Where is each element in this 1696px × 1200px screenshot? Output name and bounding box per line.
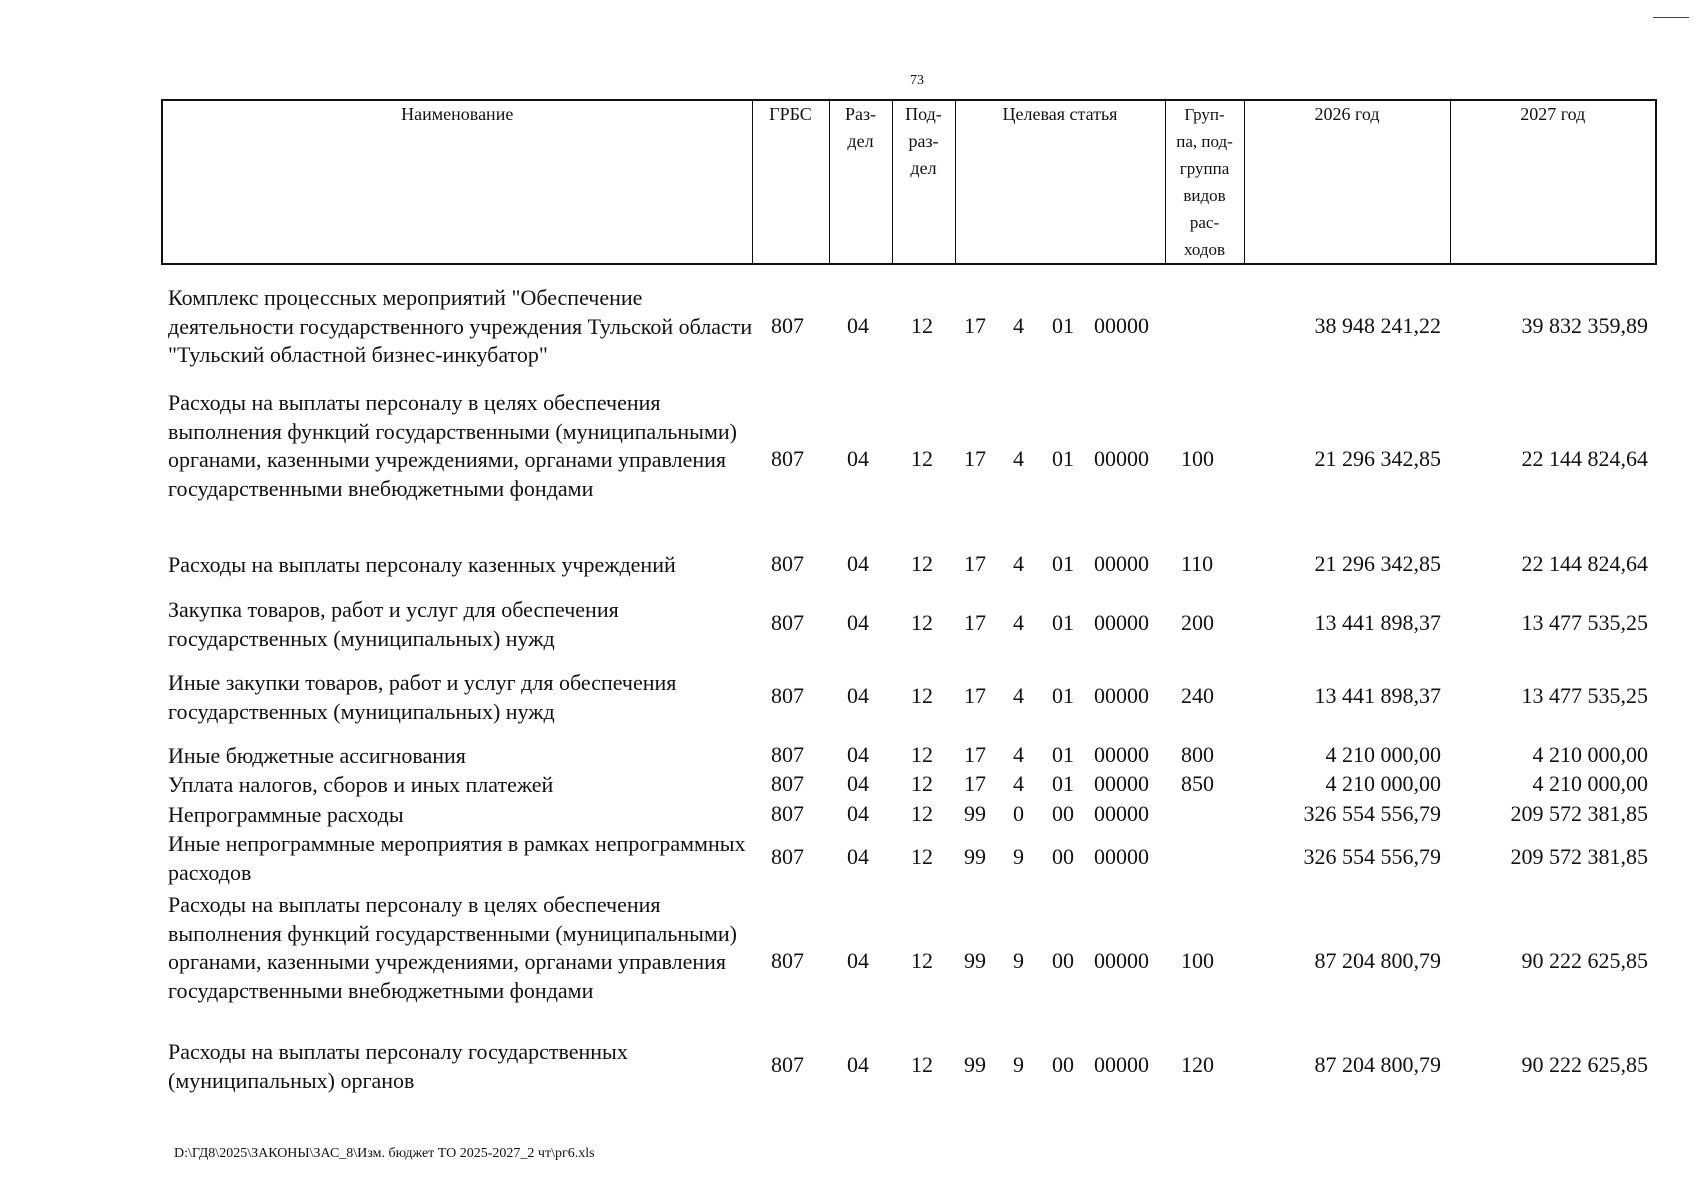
podrazdel-cell: 12: [911, 1052, 933, 1078]
target-direction-cell: 00000: [1094, 446, 1149, 472]
amount-2026-cell: 21 296 342,85: [1314, 446, 1441, 472]
target-direction-cell: 00000: [1094, 610, 1149, 636]
target-program-cell: 99: [964, 948, 986, 974]
target-direction-cell: 00000: [1094, 551, 1149, 576]
amount-2026-cell: 38 948 241,22: [1314, 312, 1441, 338]
target-program-cell: 17: [964, 551, 986, 576]
amount-2026-cell: 87 204 800,79: [1314, 1052, 1441, 1078]
razdel-cell: 04: [847, 610, 869, 636]
razdel-cell: 04: [847, 742, 869, 767]
target-direction-cell: 00000: [1094, 683, 1149, 709]
row-name: Закупка товаров, работ и услуг для обеспечения государственных (муниципальных) нужд: [168, 597, 619, 651]
amount-2027-cell: 13 477 535,25: [1521, 610, 1648, 636]
row-name: Расходы на выплаты персоналу в целях обеспечения выполнения функций государственными (муниципальными) органами, казенными учреждениями, органами управления государственными внебюджетными фондами: [168, 390, 737, 502]
amount-2026-cell: 4 210 000,00: [1325, 771, 1441, 796]
podrazdel-cell: 12: [911, 446, 933, 472]
razdel-cell: 04: [847, 948, 869, 974]
target-type-cell: 4: [1013, 446, 1024, 472]
target-subprogram-cell: 00: [1052, 801, 1074, 826]
target-subprogram-cell: 01: [1052, 551, 1074, 576]
amount-2027-cell: 22 144 824,64: [1521, 551, 1648, 576]
podrazdel-cell: 12: [911, 948, 933, 974]
grbs-cell: 807: [771, 610, 804, 636]
podrazdel-cell: 12: [911, 551, 933, 576]
podrazdel-cell: 12: [911, 771, 933, 796]
grbs-cell: 807: [771, 312, 804, 338]
target-direction-cell: 00000: [1094, 312, 1149, 338]
target-subprogram-cell: 01: [1052, 771, 1074, 796]
expense-group-cell: 850: [1181, 771, 1214, 796]
row-name: Иные бюджетные ассигнования: [168, 743, 466, 768]
target-program-cell: 99: [964, 1052, 986, 1078]
page-number: 73: [910, 73, 924, 88]
target-direction-cell: 00000: [1094, 771, 1149, 796]
header-year-2026: 2026 год: [1244, 100, 1450, 264]
target-direction-cell: 00000: [1094, 844, 1149, 870]
header-year-2027: 2027 год: [1450, 100, 1656, 264]
razdel-cell: 04: [847, 551, 869, 576]
target-type-cell: 9: [1013, 948, 1024, 974]
expense-group-cell: 240: [1181, 683, 1214, 709]
target-program-cell: 17: [964, 683, 986, 709]
target-subprogram-cell: 01: [1052, 742, 1074, 767]
row-name: Иные закупки товаров, работ и услуг для обеспечения государственных (муниципальных) нужд: [168, 670, 677, 724]
target-type-cell: 4: [1013, 742, 1024, 767]
grbs-cell: 807: [771, 742, 804, 767]
amount-2027-cell: 39 832 359,89: [1521, 312, 1648, 338]
amount-2026-cell: 326 554 556,79: [1303, 801, 1441, 826]
target-type-cell: 4: [1013, 551, 1024, 576]
amount-2027-cell: 90 222 625,85: [1521, 948, 1648, 974]
grbs-cell: 807: [771, 683, 804, 709]
target-program-cell: 17: [964, 610, 986, 636]
expense-group-cell: 120: [1181, 1052, 1214, 1078]
target-type-cell: 4: [1013, 683, 1024, 709]
razdel-cell: 04: [847, 801, 869, 826]
amount-2027-cell: 4 210 000,00: [1532, 771, 1648, 796]
target-direction-cell: 00000: [1094, 742, 1149, 767]
target-program-cell: 17: [964, 446, 986, 472]
grbs-cell: 807: [771, 446, 804, 472]
grbs-cell: 807: [771, 844, 804, 870]
row-name: Комплекс процессных мероприятий "Обеспечение деятельности государственного учреждения Тульской области "Тульский областной бизнес-инкубатор": [168, 285, 753, 368]
razdel-cell: 04: [847, 446, 869, 472]
amount-2026-cell: 13 441 898,37: [1314, 610, 1441, 636]
target-type-cell: 0: [1013, 801, 1024, 826]
target-type-cell: 4: [1013, 312, 1024, 338]
expense-group-cell: 800: [1181, 742, 1214, 767]
amount-2027-cell: 13 477 535,25: [1521, 683, 1648, 709]
grbs-cell: 807: [771, 801, 804, 826]
header-razdel: Раз- дел: [829, 100, 892, 264]
podrazdel-cell: 12: [911, 844, 933, 870]
podrazdel-cell: 12: [911, 683, 933, 709]
target-subprogram-cell: 00: [1052, 1052, 1074, 1078]
target-subprogram-cell: 00: [1052, 948, 1074, 974]
target-type-cell: 9: [1013, 844, 1024, 870]
target-type-cell: 4: [1013, 771, 1024, 796]
razdel-cell: 04: [847, 312, 869, 338]
amount-2027-cell: 22 144 824,64: [1521, 446, 1648, 472]
target-subprogram-cell: 01: [1052, 610, 1074, 636]
grbs-cell: 807: [771, 551, 804, 576]
row-name: Расходы на выплаты персоналу казенных учреждений: [168, 552, 676, 577]
target-subprogram-cell: 00: [1052, 844, 1074, 870]
amount-2026-cell: 87 204 800,79: [1314, 948, 1441, 974]
podrazdel-cell: 12: [911, 312, 933, 338]
target-direction-cell: 00000: [1094, 1052, 1149, 1078]
amount-2027-cell: 90 222 625,85: [1521, 1052, 1648, 1078]
razdel-cell: 04: [847, 683, 869, 709]
razdel-cell: 04: [847, 1052, 869, 1078]
target-program-cell: 99: [964, 801, 986, 826]
row-name: Иные непрограммные мероприятия в рамках непрограммных расходов: [168, 831, 746, 885]
amount-2026-cell: 13 441 898,37: [1314, 683, 1441, 709]
row-name: Непрограммные расходы: [168, 802, 404, 827]
amount-2027-cell: 4 210 000,00: [1532, 742, 1648, 767]
target-program-cell: 99: [964, 844, 986, 870]
razdel-cell: 04: [847, 844, 869, 870]
expense-group-cell: 100: [1181, 446, 1214, 472]
podrazdel-cell: 12: [911, 742, 933, 767]
row-name: Расходы на выплаты персоналу в целях обеспечения выполнения функций государственными (муниципальными) органами, казенными учреждениями, органами управления государственными внебюджетными фондами: [168, 892, 737, 1004]
corner-mark: [1653, 17, 1689, 18]
target-subprogram-cell: 01: [1052, 683, 1074, 709]
target-program-cell: 17: [964, 771, 986, 796]
expense-group-cell: 110: [1181, 551, 1214, 576]
podrazdel-cell: 12: [911, 801, 933, 826]
row-name: Расходы на выплаты персоналу государственных (муниципальных) органов: [168, 1039, 628, 1093]
amount-2027-cell: 209 572 381,85: [1510, 801, 1648, 826]
amount-2026-cell: 21 296 342,85: [1314, 551, 1441, 576]
grbs-cell: 807: [771, 948, 804, 974]
expense-group-cell: 200: [1181, 610, 1214, 636]
razdel-cell: 04: [847, 771, 869, 796]
header-expense-group: Груп- па, под- группа видов рас- ходов: [1165, 100, 1244, 264]
amount-2027-cell: 209 572 381,85: [1510, 844, 1648, 870]
expense-group-cell: 100: [1181, 948, 1214, 974]
target-type-cell: 9: [1013, 1052, 1024, 1078]
table-header: [161, 99, 1657, 265]
amount-2026-cell: 4 210 000,00: [1325, 742, 1441, 767]
podrazdel-cell: 12: [911, 610, 933, 636]
target-type-cell: 4: [1013, 610, 1024, 636]
target-program-cell: 17: [964, 742, 986, 767]
target-subprogram-cell: 01: [1052, 446, 1074, 472]
grbs-cell: 807: [771, 771, 804, 796]
header-name: Наименование: [162, 100, 752, 264]
header-target-article: Целевая статья: [955, 100, 1165, 264]
target-subprogram-cell: 01: [1052, 312, 1074, 338]
target-direction-cell: 00000: [1094, 801, 1149, 826]
header-grbs: ГРБС: [752, 100, 829, 264]
grbs-cell: 807: [771, 1052, 804, 1078]
target-program-cell: 17: [964, 312, 986, 338]
file-path-footer: D:\ГД8\2025\ЗАКОНЫ\ЗАС_8\Изм. бюджет ТО 2025-2027_2 чт\рг6.xls: [174, 1146, 595, 1161]
row-name: Уплата налогов, сборов и иных платежей: [168, 772, 554, 797]
amount-2026-cell: 326 554 556,79: [1303, 844, 1441, 870]
target-direction-cell: 00000: [1094, 948, 1149, 974]
header-podrazdel: Под- раз- дел: [892, 100, 955, 264]
